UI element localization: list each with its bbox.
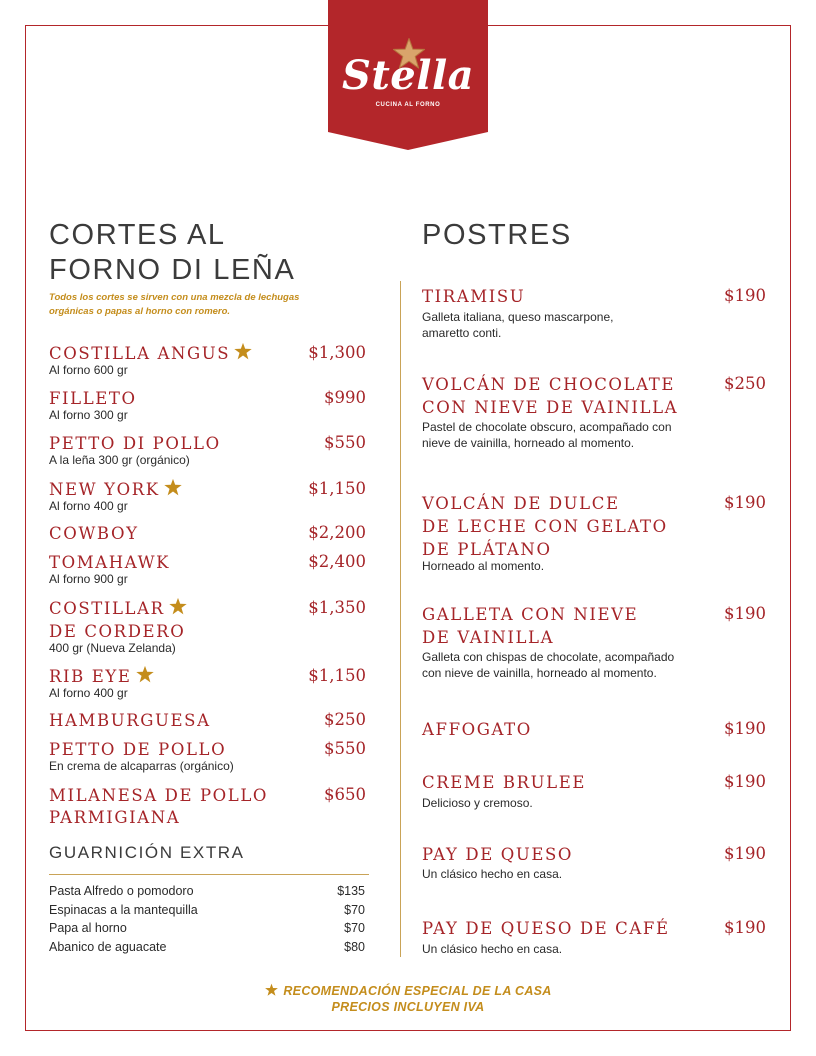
cortes-item-name: COWBOY (49, 524, 139, 543)
postre-item-price: $190 (724, 772, 766, 791)
cortes-item-price: $550 (324, 739, 366, 758)
cortes-item-price: $1,150 (308, 479, 366, 498)
cortes-item-desc: A la leña 300 gr (orgánico) (49, 453, 190, 467)
postre-item-desc: amaretto conti. (422, 326, 502, 340)
extra-item (49, 903, 369, 921)
extra-price: $70 (344, 921, 365, 935)
guarnicion-title: GUARNICIÓN EXTRA (49, 843, 245, 862)
postre-item-desc: Delicioso y cremoso. (422, 796, 533, 810)
postre-item-name: VOLCÁN DE DULCE (422, 494, 620, 513)
cortes-item-price: $2,400 (308, 552, 366, 571)
postre-item-price: $190 (724, 493, 766, 512)
postre-item-desc: Galleta con chispas de chocolate, acompañado (422, 650, 675, 664)
postre-item-price: $190 (724, 604, 766, 623)
cortes-item-name: COSTILLA ANGUS (49, 342, 253, 365)
cortes-item-price: $250 (324, 710, 366, 729)
cortes-item-desc: 400 gr (Nueva Zelanda) (49, 641, 176, 655)
extra-name: Abanico de aguacate (49, 940, 167, 954)
footer-iva: PRECIOS INCLUYEN IVA (331, 1000, 485, 1014)
cortes-item-name: PETTO DE POLLO (49, 740, 227, 759)
postre-item-price: $190 (724, 918, 766, 937)
cortes-item-price: $1,300 (308, 343, 366, 362)
extra-price: $70 (344, 903, 365, 917)
cortes-item-name: MILANESA DE POLLO (49, 786, 269, 805)
cortes-item-price: $1,150 (308, 666, 366, 685)
cortes-item-price: $550 (324, 433, 366, 452)
cortes-item-name: HAMBURGUESA (49, 711, 211, 730)
postre-item-name: TIRAMISU (422, 287, 526, 306)
postre-item-price: $190 (724, 719, 766, 738)
postre-item-name-line2: DE VAINILLA (422, 628, 555, 647)
cortes-item-desc: Al forno 400 gr (49, 686, 128, 700)
extra-name: Espinacas a la mantequilla (49, 903, 198, 917)
postre-item-name: GALLETA CON NIEVE (422, 605, 639, 624)
column-divider (400, 281, 401, 957)
postre-item-price: $250 (724, 374, 766, 393)
postre-item-name: PAY DE QUESO DE CAFÉ (422, 919, 670, 938)
star-icon (233, 342, 253, 361)
postre-item-name: VOLCÁN DE CHOCOLATE (422, 375, 675, 394)
extra-price: $135 (337, 884, 365, 898)
cortes-item-name: COSTILLAR (49, 597, 188, 620)
cortes-item-desc: Al forno 400 gr (49, 499, 128, 513)
postre-item-price: $190 (724, 286, 766, 305)
postre-item-name: AFFOGATO (422, 720, 532, 739)
cortes-item-price: $990 (324, 388, 366, 407)
star-icon (264, 983, 279, 997)
cortes-item-name-line2: PARMIGIANA (49, 808, 181, 827)
cortes-item-name: TOMAHAWK (49, 553, 171, 572)
postre-item-desc: con nieve de vainilla, horneado al momento. (422, 666, 657, 680)
postre-item-desc: Galleta italiana, queso mascarpone, (422, 310, 614, 324)
postre-item-name-line3: DE PLÁTANO (422, 540, 552, 559)
postre-item-name-line2: CON NIEVE DE VAINILLA (422, 398, 679, 417)
cortes-item-price: $2,200 (308, 523, 366, 542)
postre-item-name-line2: DE LECHE CON GELATO (422, 517, 668, 536)
extra-item (49, 940, 369, 958)
cortes-item-desc: Al forno 300 gr (49, 408, 128, 422)
cortes-item-desc: Al forno 600 gr (49, 363, 128, 377)
postre-item-name: CREME BRULEE (422, 773, 586, 792)
cortes-item-price: $650 (324, 785, 366, 804)
star-icon (163, 478, 183, 497)
star-icon (168, 597, 188, 616)
extra-item (49, 884, 369, 902)
postre-item-desc: Horneado al momento. (422, 559, 545, 573)
cortes-item-name-line2: DE CORDERO (49, 622, 186, 641)
postre-item-price: $190 (724, 844, 766, 863)
extra-item (49, 921, 369, 939)
cortes-item-price: $1,350 (308, 598, 366, 617)
cortes-item-desc: Al forno 900 gr (49, 572, 128, 586)
cortes-item-name: PETTO DI POLLO (49, 434, 221, 453)
brand-logo: Stella (341, 52, 475, 99)
postre-item-desc: Pastel de chocolate obscuro, acompañado con (422, 420, 672, 434)
cortes-item-desc: En crema de alcaparras (orgánico) (49, 759, 234, 773)
cortes-item-name: NEW YORK (49, 478, 183, 501)
postre-item-desc: Un clásico hecho en casa. (422, 942, 563, 956)
cortes-note: Todos los cortes se sirven con una mezcla de lechugas orgánicas o papas al horno con romero. (49, 292, 300, 317)
guarnicion-divider (49, 874, 369, 875)
postre-item-name: PAY DE QUESO (422, 845, 573, 864)
cortes-title-line1: CORTES AL (49, 219, 226, 251)
postre-item-desc: Un clásico hecho en casa. (422, 867, 563, 881)
extra-name: Papa al horno (49, 921, 127, 935)
extra-price: $80 (344, 940, 365, 954)
cortes-item-name: FILLETO (49, 389, 137, 408)
page-border (25, 25, 791, 1031)
brand-tagline: CUCINA AL FORNO (375, 102, 441, 108)
star-icon (135, 665, 155, 684)
postres-title: POSTRES (422, 219, 572, 251)
cortes-title-line2: FORNO DI LEÑA (49, 254, 296, 286)
cortes-item-name: RIB EYE (49, 665, 155, 688)
extra-name: Pasta Alfredo o pomodoro (49, 884, 194, 898)
footer-recommendation: RECOMENDACIÓN ESPECIAL DE LA CASA (0, 983, 816, 998)
postre-item-desc: nieve de vainilla, horneado al momento. (422, 436, 635, 450)
